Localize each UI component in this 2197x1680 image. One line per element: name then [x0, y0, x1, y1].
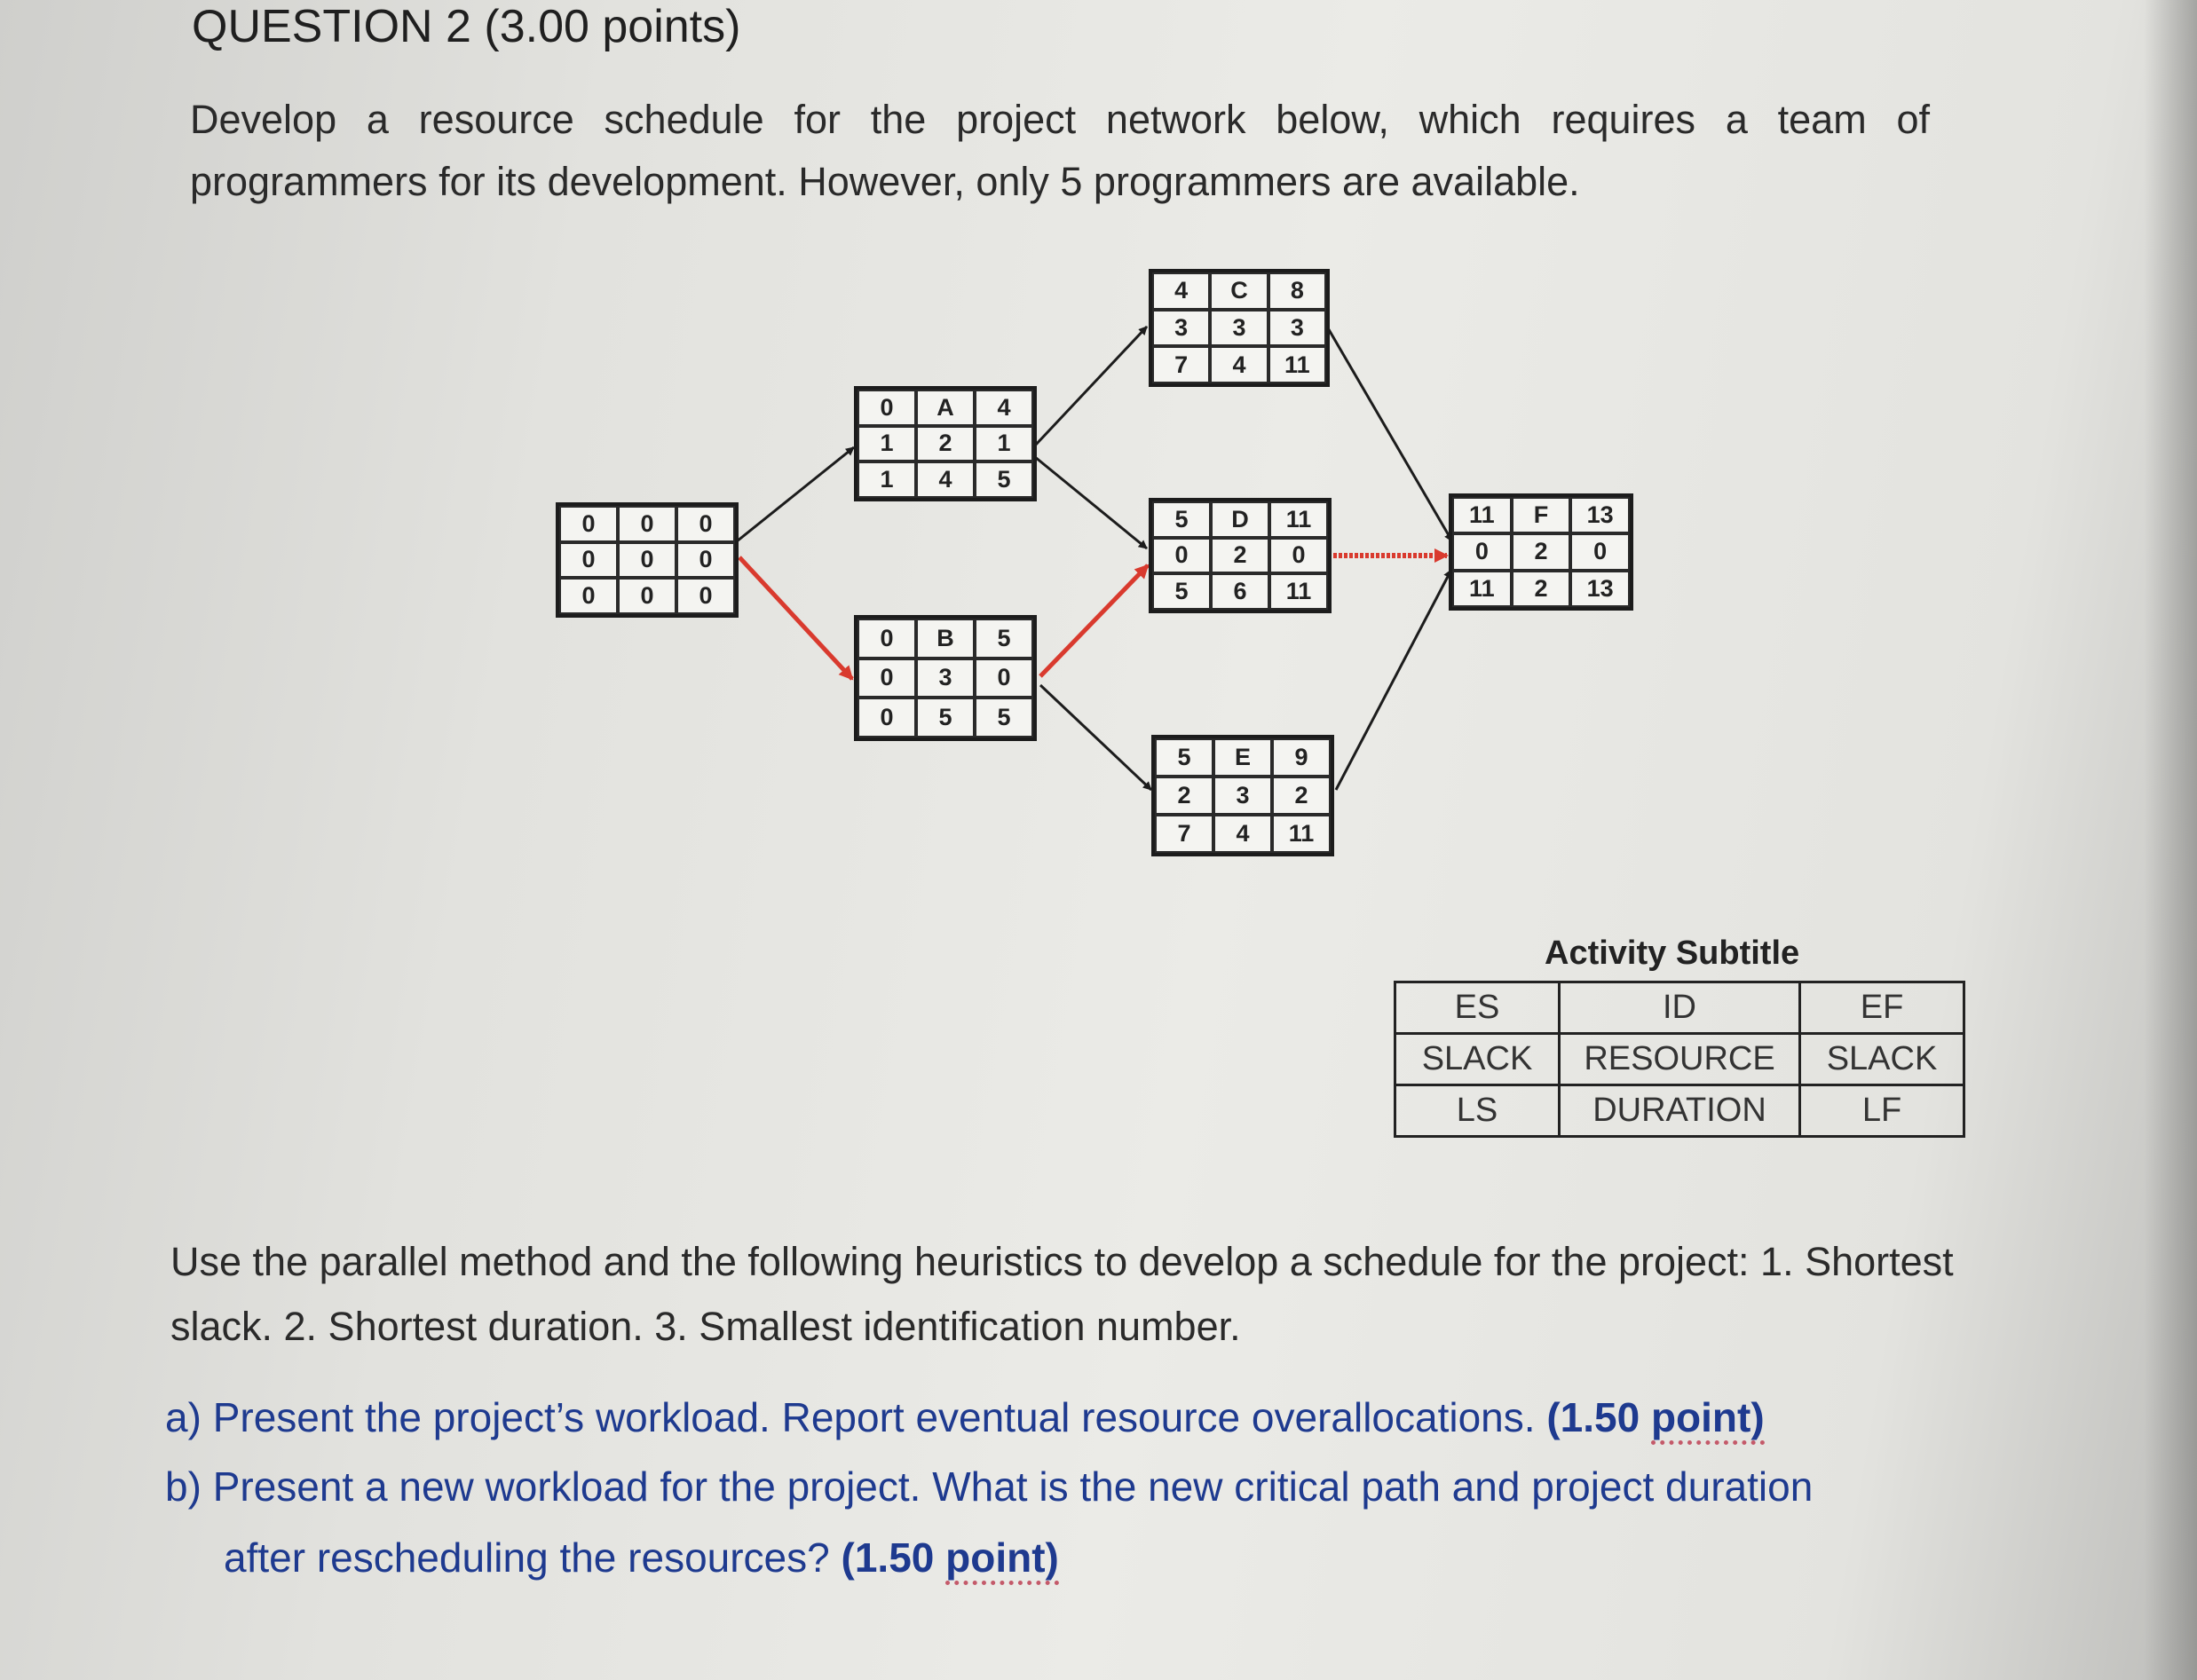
node-cell: 1	[857, 461, 916, 498]
legend-cell: LF	[1800, 1085, 1964, 1137]
node-cell: 0	[559, 578, 618, 614]
legend-title: Activity Subtitle	[1545, 935, 1800, 972]
node-cell: 3	[1152, 310, 1210, 347]
node-cell: 2	[1512, 533, 1571, 570]
node-cell: 2	[1155, 777, 1213, 815]
question-title: QUESTION 2 (3.00 points)	[192, 1, 741, 52]
legend-cell: LS	[1395, 1085, 1560, 1137]
legend-row	[1395, 1085, 1964, 1137]
node-cell: 4	[1152, 272, 1210, 310]
node-C	[1149, 269, 1330, 387]
node-cell: 11	[1452, 571, 1512, 607]
node-cell: 0	[1452, 533, 1512, 570]
question-b-text-1: Present a new workload for the project. What is the new critical path and project duration	[212, 1463, 1814, 1510]
node-D	[1149, 498, 1332, 613]
node-cell: 11	[1452, 497, 1512, 533]
node-cell: 0	[857, 619, 916, 659]
node-cell: 4	[916, 461, 975, 498]
arrow-start-B	[739, 557, 852, 679]
question-b-label: b)	[165, 1463, 202, 1510]
node-cell: 0	[618, 578, 676, 614]
node-cell: 0	[618, 542, 676, 579]
node-cell: 5	[1152, 501, 1211, 538]
node-cell: 5	[1155, 738, 1213, 777]
node-cell: 4	[975, 390, 1033, 426]
question-b-text-2: after rescheduling the resources?	[224, 1534, 830, 1581]
question-b-points-num: (1.50	[841, 1534, 935, 1581]
node-cell: 0	[975, 659, 1033, 698]
arrow-start-A	[737, 447, 854, 541]
legend-cell: RESOURCE	[1560, 1034, 1800, 1085]
node-cell: 5	[916, 698, 975, 737]
question-a-points-num: (1.50	[1546, 1394, 1640, 1440]
node-cell: A	[916, 390, 975, 426]
node-cell: 11	[1269, 573, 1328, 610]
node-cell: D	[1211, 501, 1269, 538]
method-paragraph: Use the parallel method and the following heuristics to develop a schedule for the project: 1. Shortest slack. 2. Shortest duration. 3. Smallest identification number.	[170, 1239, 1954, 1349]
node-cell: 3	[916, 659, 975, 698]
node-cell: 0	[1269, 538, 1328, 574]
node-cell: 9	[1272, 738, 1331, 777]
node-B	[854, 615, 1037, 741]
node-cell: 0	[676, 506, 735, 542]
node-cell: 2	[1211, 538, 1269, 574]
node-cell: 7	[1155, 815, 1213, 853]
node-E	[1151, 735, 1334, 856]
node-cell: 13	[1570, 497, 1630, 533]
legend-table	[1394, 981, 1965, 1138]
node-cell: 3	[1210, 310, 1268, 347]
arrow-A-C	[1035, 327, 1147, 446]
question-b-points-word: point)	[945, 1534, 1059, 1585]
node-cell: 11	[1268, 346, 1326, 383]
question-a-text: Present the project’s workload. Report eventual resource overallocations.	[212, 1394, 1536, 1440]
node-cell: 2	[1272, 777, 1331, 815]
legend-row	[1395, 1034, 1964, 1085]
node-cell: 1	[975, 426, 1033, 462]
arrow-B-D	[1040, 565, 1148, 676]
arrow-C-F	[1327, 327, 1452, 541]
node-cell: C	[1210, 272, 1268, 310]
legend-cell: ID	[1560, 982, 1800, 1034]
node-cell: 0	[559, 542, 618, 579]
node-cell: 2	[1512, 571, 1571, 607]
node-cell: 5	[1152, 573, 1211, 610]
node-cell: 4	[1213, 815, 1272, 853]
node-cell: 0	[559, 506, 618, 542]
node-cell: 11	[1269, 501, 1328, 538]
question-a-label: a)	[165, 1394, 202, 1440]
node-cell: 2	[916, 426, 975, 462]
node-cell: 0	[676, 542, 735, 579]
legend-cell: ES	[1395, 982, 1560, 1034]
node-cell: 4	[1210, 346, 1268, 383]
node-cell: E	[1213, 738, 1272, 777]
legend-row	[1395, 982, 1964, 1034]
node-cell: 0	[857, 659, 916, 698]
node-cell: 11	[1272, 815, 1331, 853]
question-b-continued	[224, 1523, 1059, 1592]
question-a	[165, 1383, 1765, 1452]
question-a-points-word: point)	[1651, 1394, 1765, 1445]
legend-cell: EF	[1800, 982, 1964, 1034]
node-cell: 7	[1152, 346, 1210, 383]
node-cell: 3	[1213, 777, 1272, 815]
arrow-E-F	[1336, 570, 1451, 790]
node-cell: 1	[857, 426, 916, 462]
node-cell: 5	[975, 461, 1033, 498]
node-cell: 5	[975, 619, 1033, 659]
node-cell: 13	[1570, 571, 1630, 607]
node-F	[1449, 493, 1633, 611]
node-cell: 0	[857, 390, 916, 426]
node-cell: 0	[618, 506, 676, 542]
question-b	[165, 1452, 1813, 1521]
node-cell: 0	[1570, 533, 1630, 570]
legend-cell: DURATION	[1560, 1085, 1800, 1137]
arrow-B-E	[1040, 685, 1151, 790]
node-A	[854, 386, 1037, 501]
node-cell: B	[916, 619, 975, 659]
node-cell: 3	[1268, 310, 1326, 347]
node-cell: F	[1512, 497, 1571, 533]
node-start	[556, 502, 739, 618]
legend-cell: SLACK	[1395, 1034, 1560, 1085]
legend-cell: SLACK	[1800, 1034, 1964, 1085]
node-cell: 0	[857, 698, 916, 737]
node-cell: 5	[975, 698, 1033, 737]
intro-paragraph: Develop a resource schedule for the project network below, which requires a team of programmers for its development. However, only 5 programmers are available.	[190, 97, 1930, 204]
node-cell: 0	[1152, 538, 1211, 574]
node-cell: 6	[1211, 573, 1269, 610]
node-cell: 8	[1268, 272, 1326, 310]
arrow-A-D	[1035, 457, 1147, 548]
node-cell: 0	[676, 578, 735, 614]
